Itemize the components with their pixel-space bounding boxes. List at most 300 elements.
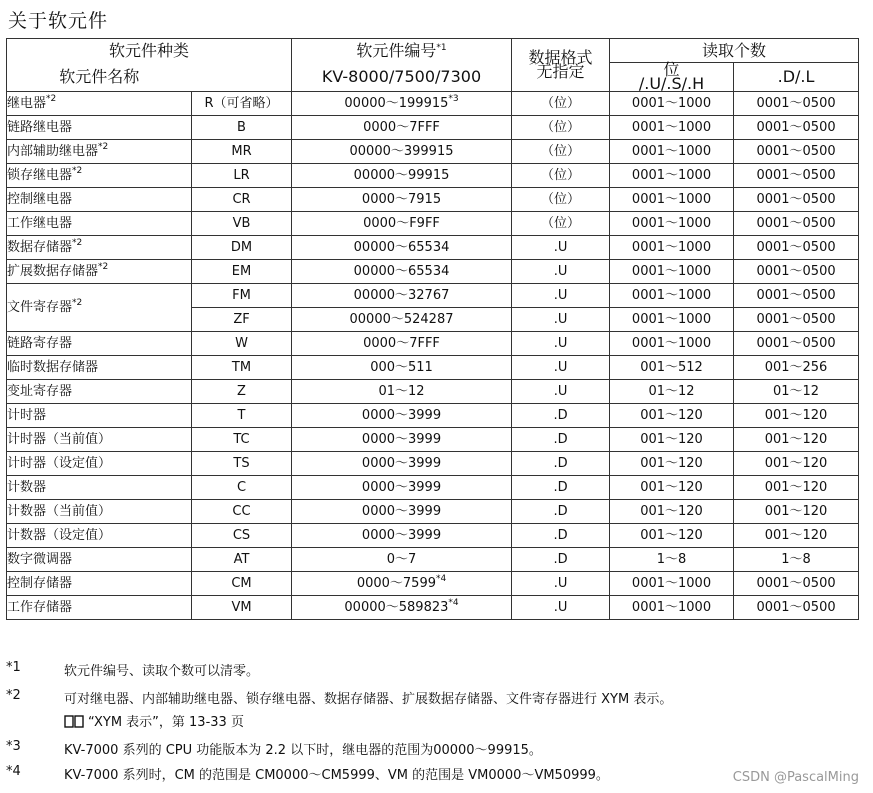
cell-read-count-dword: [734, 452, 859, 476]
cell-read-count-bit: [610, 116, 734, 140]
cell-device-name-text: 工作继电器: [7, 215, 73, 231]
cell-data-format-text: .D: [553, 479, 568, 495]
cell-read-count-bit-text: 0001～1000: [631, 287, 712, 303]
cell-read-count-bit-text: 01～12: [648, 383, 695, 399]
cell-read-count-bit-text: 0001～1000: [631, 263, 712, 279]
cell-device-range: [292, 452, 512, 476]
cell-read-count-bit: [610, 404, 734, 428]
cell-data-format-text: .D: [553, 527, 568, 543]
cell-data-format: [512, 452, 610, 476]
cell-read-count-bit: [610, 380, 734, 404]
cell-device-name: [7, 284, 192, 332]
cell-read-count-bit: [610, 92, 734, 116]
cell-read-count-bit-text: 0001～1000: [631, 119, 712, 135]
cell-device-range: [292, 572, 512, 596]
cell-device-code: [192, 188, 292, 212]
footnote-label: *3: [6, 739, 21, 754]
cell-read-count-bit: [610, 164, 734, 188]
footnote-mark: *2: [72, 237, 83, 248]
cell-device-code-text: T: [237, 407, 246, 423]
cell-data-format: [512, 164, 610, 188]
cell-device-range-text: 0000～3999: [361, 431, 442, 447]
cell-device-name: [7, 524, 192, 548]
cell-read-count-bit: [610, 596, 734, 620]
cell-device-range-text: 0000～3999: [361, 407, 442, 423]
cell-read-count-dword: [734, 284, 859, 308]
cell-device-range: [292, 428, 512, 452]
cell-device-name: [7, 212, 192, 236]
cell-device-code-text: LR: [233, 167, 250, 183]
cell-device-range-text: 0000～7599: [356, 575, 436, 591]
cell-read-count-dword: [734, 164, 859, 188]
cell-device-code: [192, 92, 292, 116]
header-read-count: 读取个数: [610, 39, 859, 63]
cell-device-code-text: CS: [232, 527, 251, 543]
cell-read-count-dword-text: 01～12: [772, 383, 820, 399]
cell-read-count-bit-text: 0001～1000: [631, 575, 712, 591]
cell-device-name-text: 计时器（当前值）: [7, 431, 112, 447]
table-row: [7, 476, 859, 500]
cell-read-count-dword: [734, 236, 859, 260]
cell-device-code: [192, 116, 292, 140]
cell-data-format: [512, 236, 610, 260]
cell-device-name: [7, 164, 192, 188]
cell-device-name: [7, 356, 192, 380]
cell-device-name-text: 计数器: [7, 479, 47, 495]
cell-data-format-text: .D: [553, 407, 568, 423]
cell-read-count-dword-text: 0001～0500: [756, 311, 836, 327]
footnote-mark: *1: [436, 42, 447, 53]
cell-device-range-text: 000～511: [370, 359, 433, 375]
cell-device-range-text: 00000～99915: [353, 167, 450, 183]
cell-data-format: [512, 356, 610, 380]
header-data-format: [512, 39, 610, 92]
cell-device-code-text: EM: [231, 263, 252, 279]
cell-device-code-text: TC: [233, 431, 250, 447]
cell-read-count-bit-text: 1～8: [656, 551, 687, 567]
cell-device-code-text: VB: [232, 215, 251, 231]
cell-data-format-text: .D: [553, 455, 568, 471]
cell-data-format-text: .D: [553, 431, 568, 447]
cell-device-code: [192, 404, 292, 428]
table-row: [7, 572, 859, 596]
cell-read-count-dword-text: 001～120: [764, 527, 828, 543]
cell-read-count-dword: [734, 500, 859, 524]
table-row: [7, 236, 859, 260]
header-read-dword: .D/.L: [734, 63, 859, 92]
cell-device-range-text: 00000～199915: [344, 95, 449, 111]
table-row: [7, 188, 859, 212]
cell-device-name-text: 锁存继电器: [7, 167, 73, 183]
footnote-text: KV-7000 系列时，CM 的范围是 CM0000～CM5999、VM 的范围是 VM0000～VM50999。: [64, 768, 609, 783]
cell-device-range-text: 00000～524287: [349, 311, 454, 327]
footnote-mark: *4: [435, 573, 447, 584]
table-row: [7, 284, 859, 308]
cell-device-range: [292, 188, 512, 212]
header-device-name: 软元件名称: [7, 63, 192, 92]
cell-data-format-text: .U: [553, 359, 568, 375]
header-format-line1: 数据格式: [528, 48, 593, 67]
header-model: KV-8000/7500/7300: [292, 63, 512, 92]
cell-device-range: [292, 92, 512, 116]
cell-device-name-text: 控制存储器: [7, 575, 73, 591]
cell-device-name: [7, 572, 192, 596]
cell-read-count-bit: [610, 524, 734, 548]
cell-read-count-dword-text: 001～120: [764, 503, 828, 519]
cell-read-count-dword: [734, 308, 859, 332]
cell-device-range-text: 0000～3999: [361, 527, 442, 543]
footnote-text: 可对继电器、内部辅助继电器、锁存继电器、数据存储器、扩展数据存储器、文件寄存器进行 XYM 表示。: [64, 692, 673, 707]
cell-data-format: [512, 404, 610, 428]
footnote-mark: *2: [46, 93, 57, 104]
cell-read-count-dword: [734, 356, 859, 380]
cell-device-name-text: 文件寄存器: [7, 299, 73, 315]
table-row: [7, 500, 859, 524]
book-icon: [64, 715, 84, 728]
cell-device-code-text: CR: [232, 191, 251, 207]
cell-device-range-text: 00000～65534: [353, 263, 450, 279]
cell-read-count-bit: [610, 284, 734, 308]
cell-data-format: [512, 332, 610, 356]
cell-device-code-text: FM: [232, 287, 251, 303]
table-row: [7, 524, 859, 548]
cell-read-count-dword: [734, 332, 859, 356]
device-table: [6, 38, 859, 620]
cell-device-code: [192, 500, 292, 524]
cell-device-name: [7, 404, 192, 428]
cell-read-count-dword: [734, 548, 859, 572]
cell-read-count-bit-text: 0001～1000: [631, 95, 712, 111]
cell-device-code-text: C: [236, 479, 247, 495]
cell-device-code-text: W: [235, 335, 248, 351]
cell-read-count-dword-text: 0001～0500: [756, 143, 836, 159]
cell-read-count-dword-text: 1～8: [781, 551, 811, 567]
cell-read-count-dword: [734, 380, 859, 404]
cell-data-format-text: .U: [553, 263, 568, 279]
table-row: [7, 92, 859, 116]
cell-data-format: [512, 572, 610, 596]
cell-device-range: [292, 164, 512, 188]
cell-data-format-text: （位）: [541, 95, 581, 111]
cell-read-count-dword: [734, 596, 859, 620]
cell-device-range: [292, 284, 512, 308]
cell-read-count-bit-text: 0001～1000: [631, 215, 712, 231]
cell-read-count-bit-text: 001～512: [640, 359, 703, 375]
cell-read-count-dword-text: 0001～0500: [756, 575, 836, 591]
cell-device-code-text: DM: [230, 239, 253, 255]
cell-read-count-bit: [610, 356, 734, 380]
cell-read-count-dword-text: 001～120: [764, 479, 828, 495]
table-row: [7, 404, 859, 428]
footnote-mark: *2: [72, 165, 83, 176]
cell-data-format-text: .U: [553, 239, 568, 255]
cell-device-name: [7, 596, 192, 620]
cell-read-count-dword-text: 0001～0500: [756, 263, 836, 279]
cell-read-count-dword-text: 001～120: [764, 431, 828, 447]
table-row: [7, 212, 859, 236]
footnote-mark: *2: [72, 297, 83, 308]
cell-device-code: [192, 428, 292, 452]
cell-device-range-text: 00000～399915: [349, 143, 454, 159]
cell-device-range: [292, 596, 512, 620]
cell-device-range: [292, 404, 512, 428]
cell-read-count-bit-text: 0001～1000: [631, 335, 712, 351]
footnote-mark: *3: [448, 93, 459, 104]
cell-data-format: [512, 116, 610, 140]
cell-device-range: [292, 116, 512, 140]
cell-data-format: [512, 260, 610, 284]
cell-device-code-text: AT: [233, 551, 250, 567]
cell-device-range-text: 0000～3999: [361, 455, 442, 471]
cell-device-code-text: MR: [231, 143, 252, 159]
cell-read-count-dword: [734, 116, 859, 140]
table-row: [7, 596, 859, 620]
cell-data-format: [512, 524, 610, 548]
table-row: [7, 260, 859, 284]
cell-device-range: [292, 308, 512, 332]
cell-data-format: [512, 212, 610, 236]
table-row: [7, 116, 859, 140]
cell-read-count-dword: [734, 428, 859, 452]
cell-device-name-text: 数字微调器: [7, 551, 73, 567]
cell-device-name-text: 计数器（当前值）: [7, 503, 112, 519]
cell-data-format-text: （位）: [541, 167, 581, 183]
cell-device-code: [192, 260, 292, 284]
cell-device-name: [7, 332, 192, 356]
cell-read-count-bit-text: 0001～1000: [631, 599, 712, 615]
footnote-mark: *4: [448, 597, 459, 608]
header-format-line2: 无指定: [536, 62, 585, 81]
cell-device-code-text: TM: [231, 359, 252, 375]
cell-device-code-text: VM: [231, 599, 252, 615]
cell-device-name-text: 数据存储器: [7, 239, 73, 255]
cell-read-count-dword-text: 0001～0500: [756, 287, 836, 303]
cell-read-count-bit-text: 0001～1000: [631, 311, 712, 327]
cell-device-range-text: 0000～7915: [361, 191, 442, 207]
footnote-label: *2: [6, 688, 21, 703]
cell-device-range: [292, 380, 512, 404]
cell-read-count-bit-text: 0001～1000: [631, 239, 712, 255]
cell-read-count-bit-text: 001～120: [640, 503, 703, 519]
cell-read-count-bit: [610, 428, 734, 452]
cell-device-name: [7, 236, 192, 260]
cell-device-range-text: 01～12: [378, 383, 425, 399]
cell-data-format-text: .U: [553, 311, 568, 327]
cell-read-count-dword-text: 001～120: [764, 455, 828, 471]
cell-read-count-dword-text: 0001～0500: [756, 215, 836, 231]
cell-read-count-dword: [734, 404, 859, 428]
cell-read-count-bit: [610, 188, 734, 212]
cell-device-code-text: Z: [237, 383, 246, 399]
cell-read-count-dword: [734, 188, 859, 212]
table-row: [7, 428, 859, 452]
cell-device-name: [7, 428, 192, 452]
cell-read-count-dword: [734, 476, 859, 500]
cell-data-format: [512, 380, 610, 404]
cell-device-name: [7, 548, 192, 572]
footnote-text: 软元件编号、读取个数可以清零。: [64, 664, 260, 679]
cell-read-count-bit: [610, 572, 734, 596]
cell-device-range: [292, 236, 512, 260]
header-device-number-label: 软元件编号: [356, 40, 437, 60]
cell-device-code: [192, 356, 292, 380]
cell-read-count-dword-text: 001～120: [764, 407, 828, 423]
cell-device-name-text: 临时数据存储器: [7, 359, 99, 375]
cell-device-code-text: ZF: [233, 311, 250, 327]
cell-data-format-text: （位）: [541, 143, 581, 159]
cell-device-code: [192, 476, 292, 500]
footnote-mark: *2: [98, 141, 109, 152]
cell-read-count-dword-text: 0001～0500: [756, 191, 836, 207]
cell-read-count-dword-text: 0001～0500: [756, 239, 836, 255]
cell-data-format-text: （位）: [541, 215, 581, 231]
cell-device-name: [7, 260, 192, 284]
cell-read-count-bit: [610, 476, 734, 500]
cell-read-count-bit: [610, 236, 734, 260]
cell-data-format: [512, 500, 610, 524]
cell-device-code: [192, 452, 292, 476]
footnote-mark: *2: [98, 261, 109, 272]
cell-read-count-bit: [610, 140, 734, 164]
table-row: [7, 548, 859, 572]
cell-read-count-bit: [610, 332, 734, 356]
cell-data-format-text: （位）: [541, 191, 581, 207]
cell-device-range: [292, 260, 512, 284]
cell-read-count-bit-text: 0001～1000: [631, 167, 712, 183]
cell-device-name-text: 计数器（设定值）: [7, 527, 112, 543]
cell-data-format: [512, 308, 610, 332]
cell-device-code-text: R（可省略）: [204, 95, 279, 111]
cell-device-code: [192, 572, 292, 596]
page-reference: “XYM 表示”，第 13-33 页: [88, 715, 244, 730]
cell-device-code: [192, 548, 292, 572]
cell-read-count-bit: [610, 452, 734, 476]
cell-read-count-bit-text: 0001～1000: [631, 191, 712, 207]
cell-device-code: [192, 332, 292, 356]
cell-device-code: [192, 380, 292, 404]
cell-device-name-text: 链路寄存器: [7, 335, 73, 351]
cell-device-code: [192, 524, 292, 548]
cell-data-format-text: （位）: [541, 119, 581, 135]
cell-data-format: [512, 188, 610, 212]
cell-read-count-dword-text: 0001～0500: [756, 335, 836, 351]
cell-device-name: [7, 452, 192, 476]
cell-device-code: [192, 596, 292, 620]
cell-read-count-dword-text: 0001～0500: [756, 167, 836, 183]
cell-device-code-text: TS: [233, 455, 250, 471]
cell-device-name: [7, 500, 192, 524]
cell-device-name: [7, 92, 192, 116]
cell-device-code: [192, 212, 292, 236]
cell-device-name-text: 计时器（设定值）: [7, 455, 112, 471]
cell-device-name: [7, 476, 192, 500]
cell-read-count-dword-text: 0001～0500: [756, 599, 836, 615]
cell-read-count-bit-text: 0001～1000: [631, 143, 712, 159]
cell-data-format-text: .U: [553, 383, 568, 399]
cell-data-format-text: .U: [553, 287, 568, 303]
cell-device-code-text: CM: [231, 575, 252, 591]
cell-read-count-dword: [734, 524, 859, 548]
cell-device-code: [192, 140, 292, 164]
cell-device-range: [292, 548, 512, 572]
cell-device-range-text: 0000～7FFF: [363, 119, 440, 135]
cell-read-count-bit-text: 001～120: [640, 527, 703, 543]
header-read-bit-line1: 位: [663, 60, 680, 79]
cell-device-name: [7, 140, 192, 164]
cell-read-count-bit-text: 001～120: [640, 431, 703, 447]
cell-device-range-text: 00000～32767: [353, 287, 450, 303]
footnote-label: *4: [6, 764, 21, 779]
cell-read-count-bit: [610, 548, 734, 572]
cell-read-count-dword: [734, 260, 859, 284]
footnote-label: *1: [6, 660, 21, 675]
cell-device-range: [292, 332, 512, 356]
header-read-bit: [610, 60, 734, 93]
cell-device-name-text: 工作存储器: [7, 599, 73, 615]
cell-device-name: [7, 380, 192, 404]
cell-read-count-bit-text: 001～120: [640, 455, 703, 471]
cell-device-range: [292, 476, 512, 500]
cell-data-format: [512, 140, 610, 164]
cell-device-name-text: 继电器: [7, 95, 47, 111]
cell-device-range-text: 00000～65534: [353, 239, 450, 255]
cell-device-range: [292, 212, 512, 236]
cell-data-format: [512, 284, 610, 308]
table-row: [7, 356, 859, 380]
cell-data-format: [512, 548, 610, 572]
cell-device-code-text: B: [237, 119, 246, 135]
cell-device-range-text: 0000～3999: [361, 479, 442, 495]
cell-device-range-text: 0000～F9FF: [363, 215, 440, 231]
cell-device-code: [192, 308, 292, 332]
cell-device-code-text: CC: [232, 503, 251, 519]
cell-device-range: [292, 524, 512, 548]
cell-device-name-text: 变址寄存器: [7, 383, 73, 399]
cell-data-format: [512, 476, 610, 500]
header-read-bit-line2: /.U/.S/.H: [638, 74, 705, 93]
cell-data-format: [512, 92, 610, 116]
cell-device-range-text: 0000～7FFF: [363, 335, 440, 351]
table-row: [7, 164, 859, 188]
cell-device-code: [192, 284, 292, 308]
cell-read-count-dword: [734, 92, 859, 116]
cell-device-range-text: 00000～589823: [344, 599, 449, 615]
cell-read-count-bit-text: 001～120: [640, 479, 703, 495]
header-device-kind: 软元件种类: [7, 39, 292, 63]
cell-read-count-dword-text: 0001～0500: [756, 119, 836, 135]
footnote-text: KV-7000 系列的 CPU 功能版本为 2.2 以下时，继电器的范围为00000～99915。: [64, 743, 542, 758]
cell-device-range: [292, 500, 512, 524]
cell-data-format-text: .D: [553, 551, 568, 567]
cell-read-count-bit: [610, 308, 734, 332]
header-blank: [192, 63, 292, 92]
cell-read-count-bit-text: 001～120: [640, 407, 703, 423]
table-row: [7, 452, 859, 476]
cell-data-format: [512, 596, 610, 620]
header-device-number: [292, 39, 512, 63]
cell-data-format-text: .U: [553, 335, 568, 351]
cell-read-count-bit: [610, 212, 734, 236]
cell-read-count-dword-text: 001～256: [764, 359, 828, 375]
cell-read-count-dword: [734, 572, 859, 596]
cell-data-format: [512, 428, 610, 452]
cell-read-count-bit: [610, 500, 734, 524]
cell-read-count-dword-text: 0001～0500: [756, 95, 836, 111]
cell-device-name-text: 链路继电器: [7, 119, 73, 135]
cell-device-code: [192, 164, 292, 188]
cell-data-format-text: .U: [553, 575, 568, 591]
cell-device-range: [292, 356, 512, 380]
